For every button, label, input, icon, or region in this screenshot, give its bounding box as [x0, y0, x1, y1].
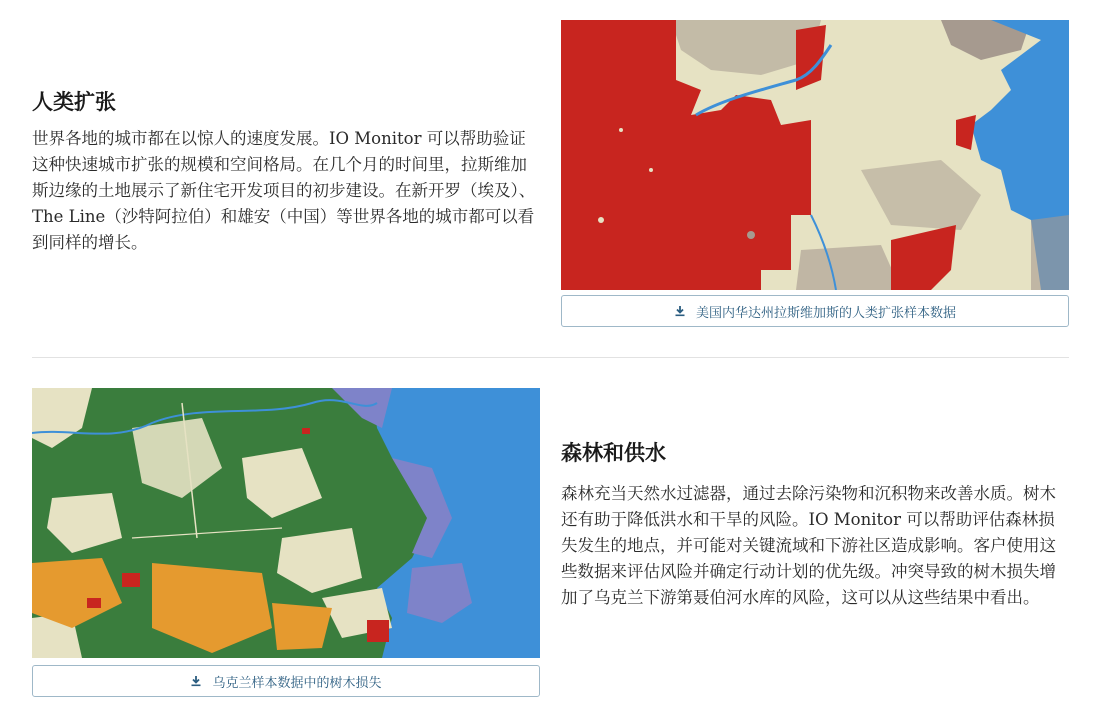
download-icon: [190, 675, 202, 687]
download-button-label: 美国内华达州拉斯维加斯的人类扩张样本数据: [695, 305, 956, 321]
download-ukraine-sample-button[interactable]: [32, 665, 540, 697]
section-divider: [32, 357, 1069, 358]
download-icon: [674, 305, 686, 317]
section-title: 人类扩张: [32, 90, 116, 114]
download-las-vegas-sample-button[interactable]: [561, 295, 1069, 327]
section-title: 森林和供水: [561, 441, 666, 465]
section-body: 世界各地的城市都在以惊人的速度发展。IO Monitor 可以帮助验证这种快速城市扩张的规模和空间格局。在几个月的时间里，拉斯维加斯边缘的土地展示了新住宅开发项目的初步建设。在新开罗（埃及）、The Line（沙特阿拉伯）和雄安（中国）等世界各地的城市都可以看到同样的增长。: [32, 129, 536, 252]
download-button-label: 乌克兰样本数据中的树木损失: [212, 675, 382, 691]
section-body: 森林充当天然水过滤器，通过去除污染物和沉积物来改善水质。树木还有助于降低洪水和干旱的风险。IO Monitor 可以帮助评估森林损失发生的地点，并可能对关键流域和下游社区造成影响。客户使用这些数据来评估风险并确定行动计划的优先级。冲突导致的树木损失增加了乌克兰下游第聂伯河水库的风险，这可以从这些结果中看出。: [561, 484, 1056, 607]
ukraine-land-cover-map: [32, 388, 540, 658]
las-vegas-land-cover-map: [561, 20, 1069, 290]
